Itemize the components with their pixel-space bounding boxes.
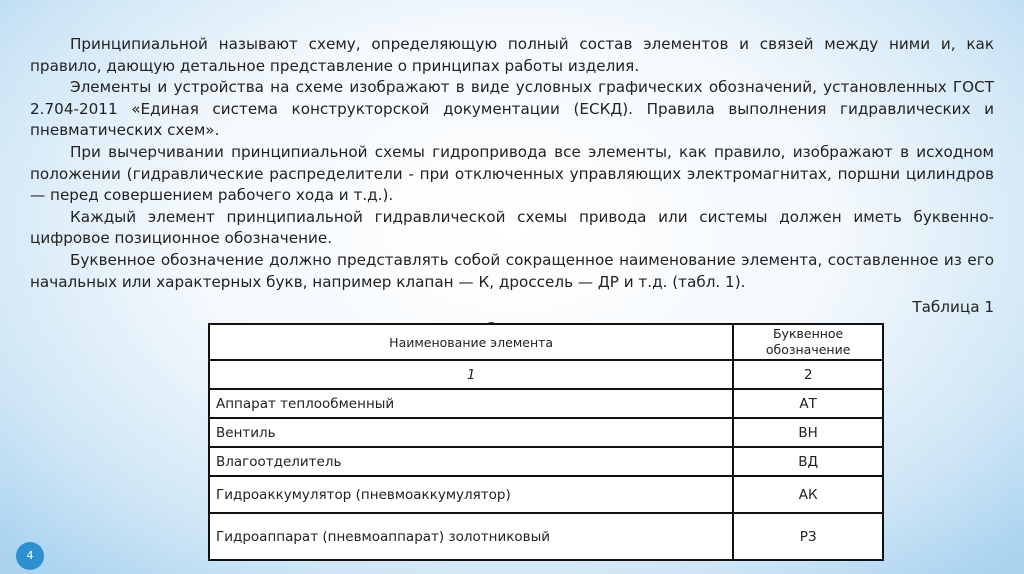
column-number-2: 2 bbox=[733, 360, 883, 389]
table-wrapper bbox=[208, 323, 884, 561]
table-header-row bbox=[209, 324, 883, 360]
row-name: Влагоотделитель bbox=[209, 447, 733, 476]
row-name: Гидроаппарат (пневмоаппарат) золотниковый bbox=[209, 513, 733, 560]
row-code: АК bbox=[733, 476, 883, 513]
row-name: Вентиль bbox=[209, 418, 733, 447]
slide-text-block bbox=[30, 34, 994, 340]
table-row bbox=[209, 418, 883, 447]
row-name: Аппарат теплообменный bbox=[209, 389, 733, 418]
designations-table bbox=[208, 323, 884, 561]
paragraph-3: При вычерчивании принципиальной схемы гидропривода все элементы, как правило, изображают в исходном положении (гидравлические распределители - при отключенных управляющих электромагнитах, поршни цилиндров — перед совершением рабочего хода и т.д.). bbox=[30, 142, 994, 205]
header-name: Наименование элемента bbox=[209, 324, 733, 360]
paragraph-1: Принципиальной называют схему, определяющую полный состав элементов и связей между ними и, как правило, дающую детальное представление о принципах работы изделия. bbox=[30, 35, 994, 75]
row-code: АТ bbox=[733, 389, 883, 418]
paragraph-2: Элементы и устройства на схеме изображают в виде условных графических обозначений, установленных ГОСТ 2.704-2011 «Единая система конструкторской документации (ЕСКД). Правила выполнения гидравлических и пневматических схем». bbox=[30, 78, 994, 140]
column-number-1: 1 bbox=[209, 360, 733, 389]
table-number-label: Таблица 1 bbox=[912, 298, 994, 317]
header-code: Буквенное обозначение bbox=[733, 324, 883, 360]
row-code: ВН bbox=[733, 418, 883, 447]
row-code: РЗ bbox=[733, 513, 883, 560]
row-code: ВД bbox=[733, 447, 883, 476]
page-number-badge: 4 bbox=[16, 542, 44, 570]
table-row bbox=[209, 476, 883, 513]
table-row bbox=[209, 447, 883, 476]
paragraph-4: Каждый элемент принципиальной гидравлической схемы привода или системы должен иметь буквенно-цифровое позиционное обозначение. bbox=[30, 207, 994, 248]
row-name: Гидроаккумулятор (пневмоаккумулятор) bbox=[209, 476, 733, 513]
table-row bbox=[209, 513, 883, 560]
table-row bbox=[209, 389, 883, 418]
table-column-numbers-row bbox=[209, 360, 883, 389]
paragraph-5: Буквенное обозначение должно представлять собой сокращенное наименование элемента, составленное из его начальных или характерных букв, например клапан — К, дроссель — ДР и т.д. (табл. 1). bbox=[30, 250, 994, 291]
